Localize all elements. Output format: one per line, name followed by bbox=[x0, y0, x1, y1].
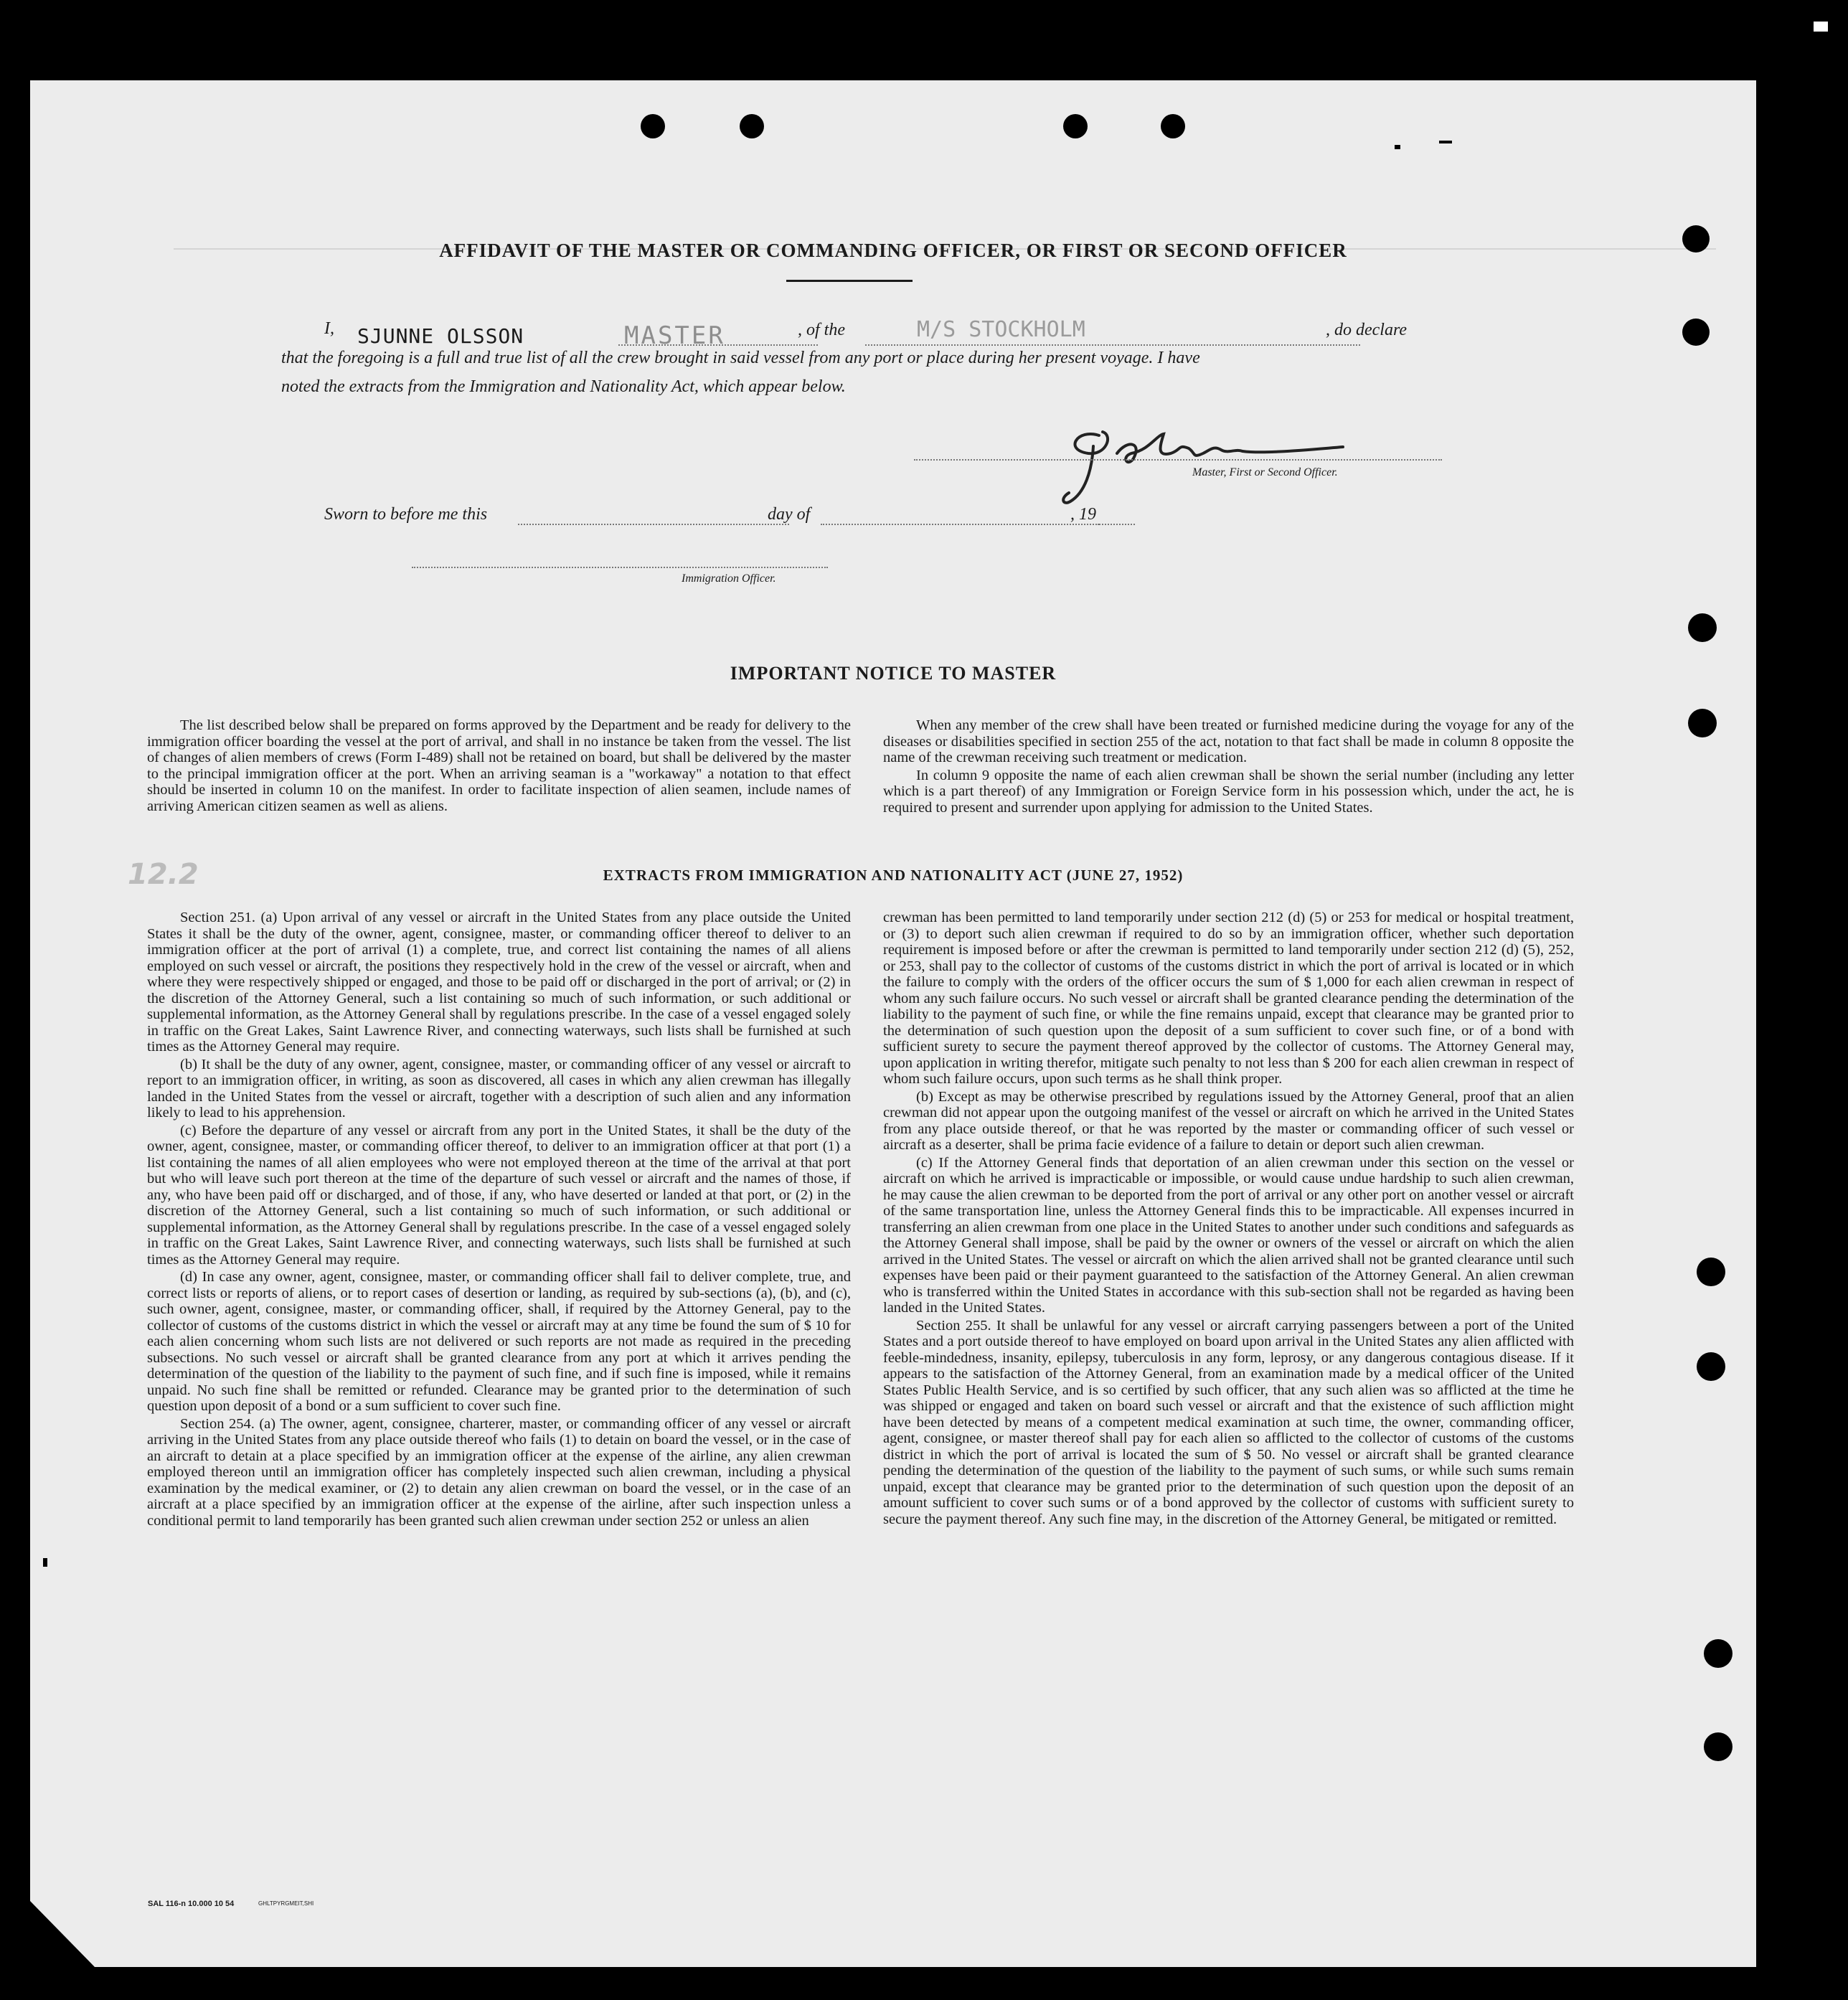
folded-corner bbox=[30, 1901, 95, 1967]
section-254-b: (b) Except as may be otherwise prescribed by regulations issued by the Attorney General, proof that an alien crewman did not appear upon the outgoing manifest of the vessel or aircraft on which he arrived in the United States from any place outside thereof, or that he was reported by the master or commanding officer of such vessel or aircraft as a deserter, shall be prima facie evidence of a failure to detain or deport such alien crewman. bbox=[883, 1088, 1574, 1153]
corner-speck bbox=[1814, 22, 1828, 32]
punch-hole bbox=[1161, 114, 1185, 138]
section-254-a-continued: crewman has been permitted to land temporarily under section 212 (d) (5) or 253 for medical or hospital treatment, or (3) to deport such alien crewman if required to do so by an immigration officer, whether such deportation requirement is imposed before or after the crewman is permitted to land temporarily under section 212 (d) (5), 252, or 253, shall pay to the collector of customs of the customs district in which the port of arrival is located or in which the failure to comply with the orders of the officer occurs the sum of $ 1,000 for each alien crewman in respect of whom any such failure occurs. No such vessel or aircraft shall be granted clearance pending the determination of the liability to the payment of such fine, or while the fine remains unpaid, except that clearance may be granted prior to the determination of such question upon the deposit of a sum sufficient to cover such fine, or of a bond with sufficient surety to secure the payment thereof approved by the collector of customs. The Attorney General may, upon application in writing therefor, mitigate such penalty to not less than $ 200 for each alien crewman in respect of whom such failure occurs, upon such terms as he shall think proper. bbox=[883, 910, 1574, 1087]
affidavit-prefix: I, bbox=[324, 319, 334, 338]
notice-right-paragraph-1: When any member of the crew shall have been treated or furnished medicine during the voyage for any of the diseases or disabilities specified in section 255 of the act, notation to that fact shall be made in column 8 opposite the name of the crewman receiving such treatment or medication. bbox=[883, 717, 1574, 765]
vessel-dotted-line bbox=[865, 343, 1360, 346]
punch-hole bbox=[740, 114, 764, 138]
form-code: SAL 116-n 10.000 10 54 bbox=[148, 1900, 235, 1908]
section-251-b: (b) It shall be the duty of any owner, agent, consignee, master, or commanding officer of any vessel or aircraft to report to an immigration officer, in writing, as soon as discovered, all cases in which any alien crewman has illegally landed in the United States from the vessel or aircraft, together with a description of such alien and any information likely to lead to his apprehension. bbox=[147, 1056, 851, 1121]
year-label: , 19 bbox=[1070, 505, 1096, 524]
speck bbox=[1439, 141, 1452, 143]
notice-left-paragraph: The list described below shall be prepared on forms approved by the Department and be ready for delivery to the immigration officer boarding the vessel at the port of arrival, and shall in no instance be taken from the vessel. The list of changes of alien members of crews (Form I-489) shall not be retained on board, but shall be delivered by the master to the principal immigration officer at the port. When an arriving seaman is a "workaway" a notation to that effect should be inserted in column 10 on the manifest. In order to facilitate inspection of alien seamen, include names of arriving American citizen seamen as well as aliens. bbox=[147, 717, 851, 814]
extracts-title: EXTRACTS FROM IMMIGRATION AND NATIONALITY ACT (JUNE 27, 1952) bbox=[603, 867, 1184, 884]
rank-stamp: MASTER bbox=[624, 321, 725, 350]
speck bbox=[43, 1558, 47, 1567]
section-255: Section 255. It shall be unlawful for any vessel or aircraft carrying passengers between a port of the United States and a port outside thereof to have employed on board upon arrival in the United States any alien afflicted with feeble-mindedness, insanity, epilepsy, tuberculosis in any form, leprosy, or any dangerous contagious disease. If it appears to the satisfaction of the Attorney General, from an examination made by a medical officer of the United States Public Health Service, and is so certified by such officer, that any such alien was so afflicted at the time he was shipped or engaged and taken on board such vessel or aircraft and that the existence of such affliction might have been detected by means of a competent medical examination at such time, the owner, commanding officer, agent, consignee, or master thereof shall pay for each alien so afflicted to the collector of customs of the customs district in which the port of arrival is located the sum of $ 50. No vessel or aircraft shall be granted clearance pending the determination of the question of the liability to the payment of such sums, or while such sums remain unpaid, except that clearance may be granted prior to the determination of such question upon the deposit of an amount sufficient to cover such sums or of a bond approved by the collector of customs with sufficient surety to secure the payment thereof. Any such fine may, in the discretion of the Attorney General, be mitigated or remitted. bbox=[883, 1317, 1574, 1527]
punch-hole bbox=[1688, 709, 1717, 737]
day-of-label: day of bbox=[768, 505, 811, 524]
section-251-a: Section 251. (a) Upon arrival of any vessel or aircraft in the United States from any place outside the United States it shall be the duty of the owner, agent, consignee, master, or commanding officer thereof to deliver to an immigration officer at the port of arrival (1) a complete, true, and correct list containing the names of all aliens employed on such vessel or aircraft, the positions they respectively hold in the crew of the vessel or aircraft, when and where they were respectively shipped or engaged, and those to be paid off or discharged in the port of arrival; or (2) in the discretion of the Attorney General, such a list containing so much of such information, or such additional or supplemental information, as the Attorney General shall by regulations prescribe. In the case of a vessel engaged solely in traffic on the Great Lakes, Saint Lawrence River, and connecting waterways, such lists shall be furnished at such times as the Attorney General may require. bbox=[147, 910, 851, 1055]
vessel-name: M/S STOCKHOLM bbox=[917, 317, 1085, 342]
month-dotted-line bbox=[821, 522, 1099, 525]
speck bbox=[1395, 145, 1400, 149]
signature bbox=[1049, 414, 1372, 514]
margin-mark: 12.2 bbox=[128, 858, 199, 891]
notice-right-column bbox=[883, 717, 1574, 816]
notice-right-paragraph-2: In column 9 opposite the name of each alien crewman shall be shown the serial number (including any letter which is a part thereof) of any Immigration or Foreign Service form in his possession which, under the act, he is required to present and surrender upon applying for admission to the United States. bbox=[883, 767, 1574, 816]
extracts-right-column bbox=[883, 910, 1574, 1527]
punch-hole bbox=[1682, 319, 1710, 346]
punch-hole bbox=[1697, 1352, 1725, 1381]
affidavit-title: AFFIDAVIT OF THE MASTER OR COMMANDING OFFICER, OR FIRST OR SECOND OFFICER bbox=[439, 240, 1347, 261]
punch-hole bbox=[1063, 114, 1088, 138]
rank-dotted-line bbox=[618, 343, 818, 346]
signature-dotted-line bbox=[914, 458, 1442, 461]
punch-hole bbox=[641, 114, 665, 138]
notice-title: IMPORTANT NOTICE TO MASTER bbox=[730, 663, 1057, 684]
section-254-c: (c) If the Attorney General finds that deportation of an alien crewman under this section on the vessel or aircraft on which he arrived is impracticable or impossible, or would cause undue hardship to such alien crewman, he may cause the alien crewman to be deported from the port of arrival or any other port on another vessel or aircraft of the same transportation line, unless the Attorney General finds this to be impracticable. All expenses incurred in transferring an alien crewman from one place in the United States to another under such conditions and safeguards as the Attorney General shall impose, shall be paid by the owner or owners of the vessel or aircraft on which the alien arrived in the United States. The vessel or aircraft on which the alien arrived shall not be granted clearance until such expenses have been paid or their payment guaranteed to the satisfaction of the Attorney General. An alien crewman who is transferred within the United States in accordance with this sub-section shall not be regarded as having been landed in the United States. bbox=[883, 1154, 1574, 1316]
officer-caption: Immigration Officer. bbox=[682, 572, 776, 585]
of-the-label: , of the bbox=[798, 321, 845, 339]
year-dotted-line bbox=[1099, 522, 1135, 525]
section-251-d: (d) In case any owner, agent, consignee, master, or commanding officer shall fail to deliver complete, true, and correct lists or reports of aliens, or to report cases of desertion or landing, as required by sub-sections (a), (b), and (c), such owner, agent, consignee, master, or commanding officer, shall, if required by the Attorney General, pay to the collector of customs of the customs district in which the vessel or aircraft may at any time be found the sum of $ 10 for each alien concerning whom such lists are not delivered or such reports are not made as required in the preceding subsections. No such vessel or aircraft shall be granted clearance from any port at which it arrives pending the determination of the question of the liability to the payment of such fine, and if such fine is imposed, while it remains unpaid. No such fine shall be remitted or refunded. Clearance may be granted prior to the determination of such question upon deposit of a bond or a sum sufficient to cover such fine. bbox=[147, 1269, 851, 1414]
punch-hole bbox=[1682, 225, 1710, 253]
declaration-line-3: noted the extracts from the Immigration and Nationality Act, which appear below. bbox=[281, 377, 846, 396]
master-name: SJUNNE OLSSON bbox=[357, 324, 524, 348]
printer-imprint: GHLTPYRGMEIT,SHI bbox=[258, 1900, 314, 1907]
officer-dotted-line bbox=[412, 565, 828, 568]
title-underline bbox=[786, 280, 913, 282]
punch-hole bbox=[1704, 1732, 1732, 1761]
extracts-left-column bbox=[147, 910, 851, 1529]
section-254-a: Section 254. (a) The owner, agent, consignee, charterer, master, or commanding officer of any vessel or aircraft arriving in the United States from any place outside thereof who fails (1) to detain on board the vessel, or in the case of an aircraft to detain at a place specified by an immigration officer at the expense of the airline, any alien crewman employed thereon until an immigration officer has completely inspected such alien crewman, including a physical examination by the medical examiner, or (2) to detain any alien crewman on board the vessel, or in the case of an aircraft at a place specified by an immigration officer at the expense of the airline, after such inspection unless a conditional permit to land temporarily has been granted such alien crewman under section 252 or unless an alien bbox=[147, 1415, 851, 1529]
document-page bbox=[30, 80, 1756, 1967]
declaration-line-2: that the foregoing is a full and true list of all the crew brought in said vessel from any port or place during her present voyage. I have bbox=[281, 349, 1200, 367]
sworn-day-dotted-line bbox=[518, 522, 789, 525]
sworn-label: Sworn to before me this bbox=[324, 505, 488, 524]
punch-hole bbox=[1704, 1639, 1732, 1668]
punch-hole bbox=[1697, 1258, 1725, 1286]
notice-left-column bbox=[147, 717, 851, 814]
punch-hole bbox=[1688, 613, 1717, 642]
do-declare-label: , do declare bbox=[1326, 321, 1408, 339]
signature-caption: Master, First or Second Officer. bbox=[1192, 466, 1338, 478]
section-251-c: (c) Before the departure of any vessel or aircraft from any port in the United States, it shall be the duty of the owner, agent, consignee, master, or commanding officer thereof, to deliver to an immigration officer at that port (1) a list containing the names of all alien employees who were not employed thereon at the time of the arrival at that port but who will leave such port thereon at the time of the departure of such vessel or aircraft and the names of those, if any, who have been paid off or discharged, and of those, if any, who have deserted or landed at that port, or (2) in the discretion of the Attorney General, such a list containing so much of such information, or such additional or supplemental information, as the Attorney General shall by regulations prescribe. In the case of a vessel engaged solely in traffic on the Great Lakes, Saint Lawrence River, and connecting waterways, such lists shall be furnished at such times as the Attorney General may require. bbox=[147, 1122, 851, 1268]
